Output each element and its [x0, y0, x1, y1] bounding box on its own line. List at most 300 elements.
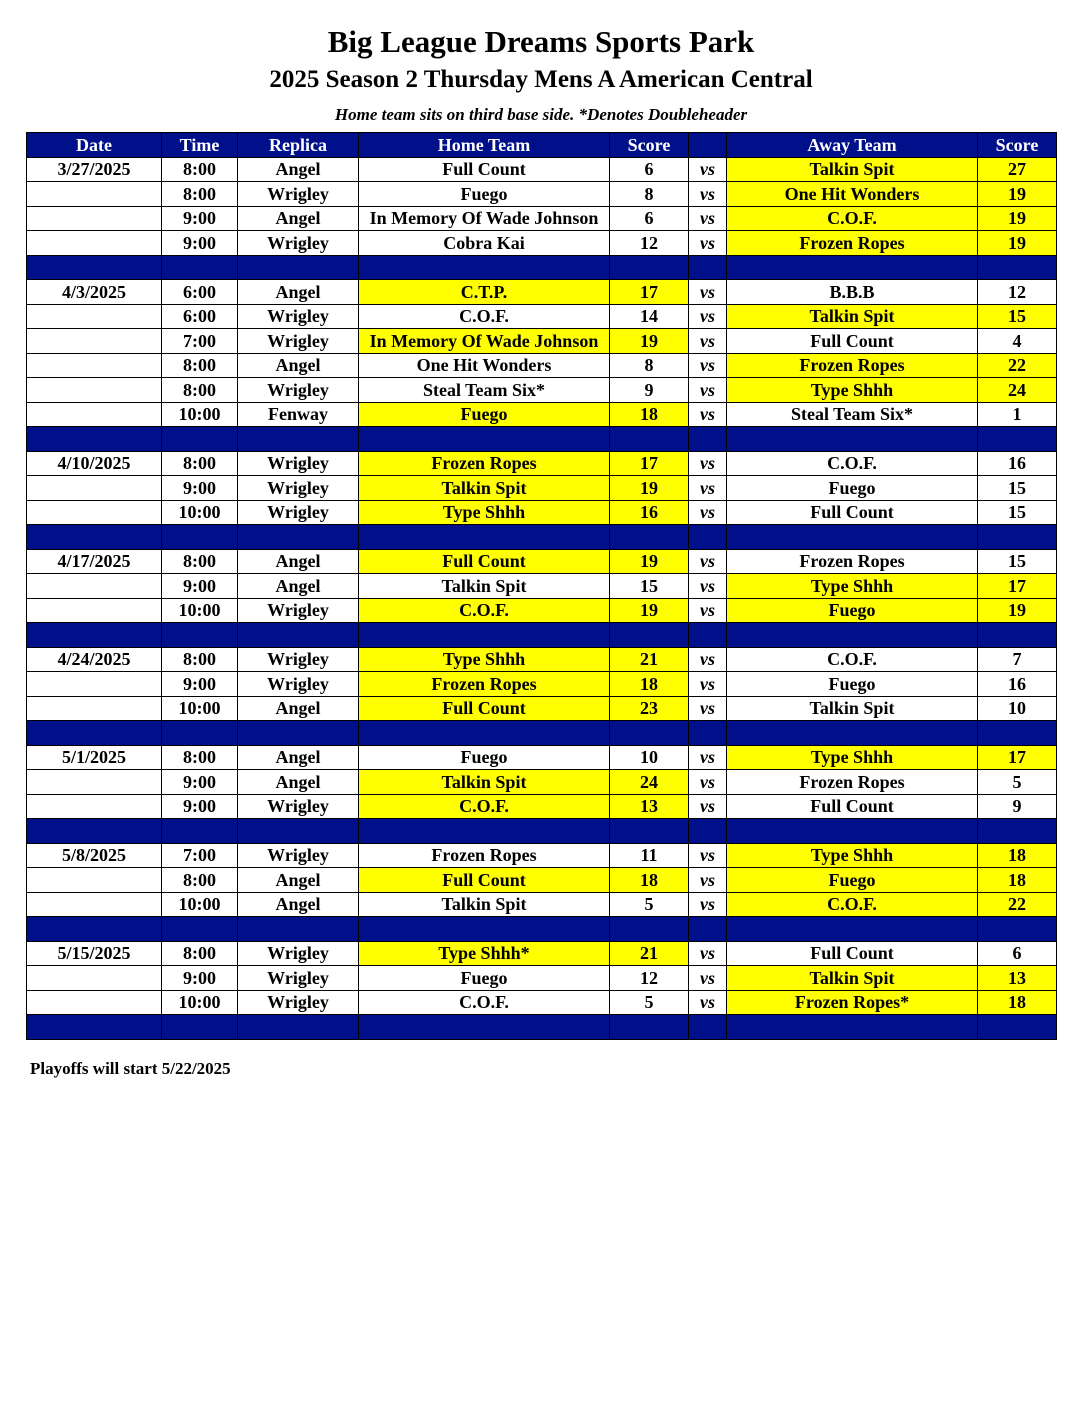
- time-cell: 6:00: [162, 304, 238, 329]
- home-team-cell: Fuego: [359, 182, 610, 207]
- separator-cell: [978, 721, 1057, 746]
- time-cell: 10:00: [162, 696, 238, 721]
- vs-cell: vs: [689, 574, 727, 599]
- separator-cell: [610, 1015, 689, 1040]
- home-score-cell: 19: [610, 549, 689, 574]
- replica-cell: Wrigley: [238, 794, 359, 819]
- away-score-cell: 1: [978, 402, 1057, 427]
- date-cell: [27, 329, 162, 354]
- vs-cell: vs: [689, 696, 727, 721]
- away-score-cell: 22: [978, 892, 1057, 917]
- date-cell: 3/27/2025: [27, 157, 162, 182]
- week-separator-row: [27, 917, 1057, 942]
- table-row: [27, 966, 1057, 991]
- separator-cell: [359, 427, 610, 452]
- home-team-cell: Type Shhh*: [359, 941, 610, 966]
- header-replica: Replica: [238, 133, 359, 158]
- away-team-cell: Fuego: [727, 476, 978, 501]
- home-score-cell: 17: [610, 280, 689, 305]
- time-cell: 8:00: [162, 353, 238, 378]
- home-team-cell: Full Count: [359, 549, 610, 574]
- week-separator-row: [27, 427, 1057, 452]
- away-score-cell: 6: [978, 941, 1057, 966]
- date-cell: [27, 990, 162, 1015]
- header-vs: [689, 133, 727, 158]
- away-score-cell: 16: [978, 451, 1057, 476]
- replica-cell: Wrigley: [238, 966, 359, 991]
- separator-cell: [610, 525, 689, 550]
- vs-cell: vs: [689, 843, 727, 868]
- date-cell: [27, 892, 162, 917]
- vs-cell: vs: [689, 476, 727, 501]
- home-team-cell: Frozen Ropes: [359, 672, 610, 697]
- separator-cell: [359, 623, 610, 648]
- vs-cell: vs: [689, 868, 727, 893]
- separator-cell: [727, 623, 978, 648]
- away-team-cell: Talkin Spit: [727, 304, 978, 329]
- home-team-cell: Fuego: [359, 966, 610, 991]
- date-cell: [27, 402, 162, 427]
- vs-cell: vs: [689, 157, 727, 182]
- separator-cell: [162, 525, 238, 550]
- vs-cell: vs: [689, 647, 727, 672]
- home-team-cell: C.O.F.: [359, 598, 610, 623]
- away-score-cell: 18: [978, 843, 1057, 868]
- away-score-cell: 18: [978, 990, 1057, 1015]
- separator-cell: [27, 525, 162, 550]
- table-row: [27, 990, 1057, 1015]
- table-row: [27, 647, 1057, 672]
- away-score-cell: 17: [978, 745, 1057, 770]
- home-score-cell: 12: [610, 231, 689, 256]
- replica-cell: Angel: [238, 770, 359, 795]
- away-team-cell: Talkin Spit: [727, 966, 978, 991]
- table-row: [27, 696, 1057, 721]
- separator-cell: [978, 917, 1057, 942]
- home-team-cell: Cobra Kai: [359, 231, 610, 256]
- away-score-cell: 16: [978, 672, 1057, 697]
- table-row: [27, 500, 1057, 525]
- away-team-cell: Fuego: [727, 672, 978, 697]
- time-cell: 8:00: [162, 157, 238, 182]
- separator-cell: [727, 1015, 978, 1040]
- time-cell: 8:00: [162, 647, 238, 672]
- separator-cell: [610, 819, 689, 844]
- date-cell: 4/10/2025: [27, 451, 162, 476]
- away-score-cell: 12: [978, 280, 1057, 305]
- home-score-cell: 5: [610, 990, 689, 1015]
- home-score-cell: 18: [610, 402, 689, 427]
- away-team-cell: Frozen Ropes: [727, 353, 978, 378]
- vs-cell: vs: [689, 598, 727, 623]
- separator-cell: [610, 917, 689, 942]
- separator-cell: [238, 1015, 359, 1040]
- home-score-cell: 21: [610, 941, 689, 966]
- replica-cell: Wrigley: [238, 647, 359, 672]
- away-score-cell: 17: [978, 574, 1057, 599]
- separator-cell: [978, 255, 1057, 280]
- time-cell: 8:00: [162, 451, 238, 476]
- replica-cell: Angel: [238, 353, 359, 378]
- home-team-cell: Talkin Spit: [359, 476, 610, 501]
- separator-cell: [689, 623, 727, 648]
- home-score-cell: 23: [610, 696, 689, 721]
- separator-cell: [27, 255, 162, 280]
- separator-cell: [359, 819, 610, 844]
- replica-cell: Angel: [238, 745, 359, 770]
- time-cell: 9:00: [162, 574, 238, 599]
- separator-cell: [978, 525, 1057, 550]
- home-score-cell: 10: [610, 745, 689, 770]
- away-team-cell: Steal Team Six*: [727, 402, 978, 427]
- separator-cell: [162, 623, 238, 648]
- date-cell: 4/17/2025: [27, 549, 162, 574]
- table-row: [27, 672, 1057, 697]
- away-score-cell: 7: [978, 647, 1057, 672]
- table-row: [27, 231, 1057, 256]
- home-score-cell: 15: [610, 574, 689, 599]
- vs-cell: vs: [689, 182, 727, 207]
- replica-cell: Angel: [238, 280, 359, 305]
- home-score-cell: 11: [610, 843, 689, 868]
- separator-cell: [27, 623, 162, 648]
- away-team-cell: Type Shhh: [727, 574, 978, 599]
- time-cell: 10:00: [162, 892, 238, 917]
- home-team-cell: Steal Team Six*: [359, 378, 610, 403]
- vs-cell: vs: [689, 770, 727, 795]
- home-score-cell: 24: [610, 770, 689, 795]
- home-team-cell: Fuego: [359, 745, 610, 770]
- home-team-cell: Full Count: [359, 868, 610, 893]
- separator-cell: [238, 427, 359, 452]
- replica-cell: Angel: [238, 696, 359, 721]
- vs-cell: vs: [689, 206, 727, 231]
- home-team-cell: In Memory Of Wade Johnson: [359, 329, 610, 354]
- home-team-cell: Frozen Ropes: [359, 843, 610, 868]
- away-score-cell: 18: [978, 868, 1057, 893]
- table-row: [27, 329, 1057, 354]
- away-team-cell: Type Shhh: [727, 745, 978, 770]
- time-cell: 8:00: [162, 941, 238, 966]
- away-team-cell: Frozen Ropes: [727, 549, 978, 574]
- table-row: [27, 157, 1057, 182]
- replica-cell: Wrigley: [238, 329, 359, 354]
- home-score-cell: 6: [610, 206, 689, 231]
- home-team-cell: Fuego: [359, 402, 610, 427]
- home-team-cell: Full Count: [359, 157, 610, 182]
- time-cell: 8:00: [162, 378, 238, 403]
- time-cell: 9:00: [162, 206, 238, 231]
- vs-cell: vs: [689, 966, 727, 991]
- separator-cell: [978, 427, 1057, 452]
- separator-cell: [727, 525, 978, 550]
- time-cell: 8:00: [162, 745, 238, 770]
- replica-cell: Wrigley: [238, 182, 359, 207]
- separator-cell: [689, 255, 727, 280]
- replica-cell: Angel: [238, 157, 359, 182]
- away-team-cell: Full Count: [727, 329, 978, 354]
- vs-cell: vs: [689, 353, 727, 378]
- separator-cell: [162, 427, 238, 452]
- replica-cell: Wrigley: [238, 451, 359, 476]
- separator-cell: [689, 721, 727, 746]
- table-row: [27, 794, 1057, 819]
- header-away-score: Score: [978, 133, 1057, 158]
- away-team-cell: B.B.B: [727, 280, 978, 305]
- separator-cell: [238, 819, 359, 844]
- table-row: [27, 843, 1057, 868]
- date-cell: [27, 696, 162, 721]
- schedule-table: [26, 132, 1057, 1040]
- away-score-cell: 24: [978, 378, 1057, 403]
- separator-cell: [27, 721, 162, 746]
- time-cell: 9:00: [162, 794, 238, 819]
- away-score-cell: 9: [978, 794, 1057, 819]
- vs-cell: vs: [689, 794, 727, 819]
- away-team-cell: Frozen Ropes: [727, 231, 978, 256]
- home-team-cell: C.T.P.: [359, 280, 610, 305]
- vs-cell: vs: [689, 329, 727, 354]
- date-cell: [27, 476, 162, 501]
- date-cell: [27, 868, 162, 893]
- home-score-cell: 8: [610, 182, 689, 207]
- separator-cell: [978, 819, 1057, 844]
- vs-cell: vs: [689, 304, 727, 329]
- vs-cell: vs: [689, 672, 727, 697]
- home-score-cell: 19: [610, 329, 689, 354]
- week-separator-row: [27, 623, 1057, 648]
- away-team-cell: C.O.F.: [727, 206, 978, 231]
- table-row: [27, 549, 1057, 574]
- time-cell: 9:00: [162, 476, 238, 501]
- separator-cell: [359, 917, 610, 942]
- page-title: Big League Dreams Sports Park: [327, 24, 755, 59]
- replica-cell: Wrigley: [238, 304, 359, 329]
- week-separator-row: [27, 255, 1057, 280]
- date-cell: [27, 966, 162, 991]
- separator-cell: [27, 917, 162, 942]
- away-team-cell: Type Shhh: [727, 378, 978, 403]
- home-team-cell: Full Count: [359, 696, 610, 721]
- vs-cell: vs: [689, 280, 727, 305]
- date-cell: [27, 574, 162, 599]
- separator-cell: [689, 819, 727, 844]
- home-team-cell: In Memory Of Wade Johnson: [359, 206, 610, 231]
- replica-cell: Wrigley: [238, 378, 359, 403]
- date-cell: [27, 598, 162, 623]
- away-score-cell: 15: [978, 549, 1057, 574]
- separator-cell: [610, 721, 689, 746]
- date-cell: [27, 231, 162, 256]
- table-header-row: [27, 133, 1057, 158]
- away-team-cell: Fuego: [727, 598, 978, 623]
- home-team-cell: C.O.F.: [359, 794, 610, 819]
- table-row: [27, 280, 1057, 305]
- home-team-cell: Frozen Ropes: [359, 451, 610, 476]
- table-row: [27, 304, 1057, 329]
- date-cell: [27, 182, 162, 207]
- table-row: [27, 206, 1057, 231]
- schedule-body: [27, 157, 1057, 1039]
- date-cell: [27, 353, 162, 378]
- separator-cell: [689, 427, 727, 452]
- replica-cell: Wrigley: [238, 598, 359, 623]
- home-team-cell: C.O.F.: [359, 990, 610, 1015]
- replica-cell: Wrigley: [238, 990, 359, 1015]
- away-score-cell: 4: [978, 329, 1057, 354]
- away-score-cell: 15: [978, 476, 1057, 501]
- vs-cell: vs: [689, 231, 727, 256]
- time-cell: 10:00: [162, 598, 238, 623]
- separator-cell: [689, 917, 727, 942]
- time-cell: 10:00: [162, 402, 238, 427]
- doubleheader-note: Home team sits on third base side. *Denotes Doubleheader: [334, 105, 748, 124]
- away-score-cell: 22: [978, 353, 1057, 378]
- date-cell: 4/24/2025: [27, 647, 162, 672]
- separator-cell: [27, 1015, 162, 1040]
- time-cell: 9:00: [162, 770, 238, 795]
- home-score-cell: 18: [610, 672, 689, 697]
- vs-cell: vs: [689, 549, 727, 574]
- table-row: [27, 892, 1057, 917]
- date-cell: 5/15/2025: [27, 941, 162, 966]
- away-team-cell: Type Shhh: [727, 843, 978, 868]
- table-row: [27, 451, 1057, 476]
- away-team-cell: Frozen Ropes*: [727, 990, 978, 1015]
- home-score-cell: 9: [610, 378, 689, 403]
- table-row: [27, 378, 1057, 403]
- home-score-cell: 13: [610, 794, 689, 819]
- away-team-cell: C.O.F.: [727, 647, 978, 672]
- home-team-cell: Talkin Spit: [359, 574, 610, 599]
- separator-cell: [359, 721, 610, 746]
- vs-cell: vs: [689, 892, 727, 917]
- vs-cell: vs: [689, 990, 727, 1015]
- header-time: Time: [162, 133, 238, 158]
- separator-cell: [359, 255, 610, 280]
- separator-cell: [238, 917, 359, 942]
- separator-cell: [978, 1015, 1057, 1040]
- time-cell: 10:00: [162, 990, 238, 1015]
- time-cell: 10:00: [162, 500, 238, 525]
- separator-cell: [27, 819, 162, 844]
- vs-cell: vs: [689, 500, 727, 525]
- separator-cell: [689, 525, 727, 550]
- separator-cell: [727, 721, 978, 746]
- away-team-cell: Frozen Ropes: [727, 770, 978, 795]
- date-cell: 5/8/2025: [27, 843, 162, 868]
- home-score-cell: 5: [610, 892, 689, 917]
- separator-cell: [162, 721, 238, 746]
- away-team-cell: Talkin Spit: [727, 157, 978, 182]
- separator-cell: [727, 819, 978, 844]
- time-cell: 9:00: [162, 966, 238, 991]
- vs-cell: vs: [689, 451, 727, 476]
- table-row: [27, 745, 1057, 770]
- replica-cell: Angel: [238, 892, 359, 917]
- table-row: [27, 402, 1057, 427]
- separator-cell: [162, 917, 238, 942]
- home-team-cell: Type Shhh: [359, 500, 610, 525]
- home-team-cell: C.O.F.: [359, 304, 610, 329]
- home-score-cell: 17: [610, 451, 689, 476]
- home-score-cell: 8: [610, 353, 689, 378]
- header-date: Date: [27, 133, 162, 158]
- separator-cell: [162, 819, 238, 844]
- header-away-team: Away Team: [727, 133, 978, 158]
- time-cell: 9:00: [162, 231, 238, 256]
- away-team-cell: Full Count: [727, 500, 978, 525]
- home-score-cell: 14: [610, 304, 689, 329]
- replica-cell: Wrigley: [238, 843, 359, 868]
- time-cell: 8:00: [162, 182, 238, 207]
- date-cell: [27, 500, 162, 525]
- time-cell: 6:00: [162, 280, 238, 305]
- away-team-cell: C.O.F.: [727, 451, 978, 476]
- separator-cell: [238, 255, 359, 280]
- separator-cell: [359, 1015, 610, 1040]
- away-team-cell: C.O.F.: [727, 892, 978, 917]
- time-cell: 7:00: [162, 329, 238, 354]
- vs-cell: vs: [689, 402, 727, 427]
- home-score-cell: 16: [610, 500, 689, 525]
- playoffs-note: Playoffs will start 5/22/2025: [30, 1059, 231, 1078]
- separator-cell: [359, 525, 610, 550]
- date-cell: [27, 770, 162, 795]
- replica-cell: Wrigley: [238, 476, 359, 501]
- table-row: [27, 770, 1057, 795]
- header-home-score: Score: [610, 133, 689, 158]
- home-team-cell: Talkin Spit: [359, 892, 610, 917]
- time-cell: 8:00: [162, 868, 238, 893]
- home-team-cell: Type Shhh: [359, 647, 610, 672]
- replica-cell: Angel: [238, 574, 359, 599]
- replica-cell: Wrigley: [238, 941, 359, 966]
- time-cell: 7:00: [162, 843, 238, 868]
- separator-cell: [238, 525, 359, 550]
- table-row: [27, 868, 1057, 893]
- separator-cell: [162, 255, 238, 280]
- date-cell: [27, 378, 162, 403]
- week-separator-row: [27, 721, 1057, 746]
- away-score-cell: 19: [978, 206, 1057, 231]
- table-row: [27, 941, 1057, 966]
- away-team-cell: Talkin Spit: [727, 696, 978, 721]
- header-home-team: Home Team: [359, 133, 610, 158]
- separator-cell: [610, 255, 689, 280]
- replica-cell: Wrigley: [238, 672, 359, 697]
- vs-cell: vs: [689, 378, 727, 403]
- away-score-cell: 10: [978, 696, 1057, 721]
- date-cell: [27, 304, 162, 329]
- separator-cell: [238, 721, 359, 746]
- separator-cell: [162, 1015, 238, 1040]
- home-score-cell: 21: [610, 647, 689, 672]
- table-row: [27, 182, 1057, 207]
- home-score-cell: 19: [610, 598, 689, 623]
- vs-cell: vs: [689, 941, 727, 966]
- time-cell: 9:00: [162, 672, 238, 697]
- table-row: [27, 353, 1057, 378]
- date-cell: [27, 206, 162, 231]
- date-cell: [27, 672, 162, 697]
- away-score-cell: 15: [978, 304, 1057, 329]
- week-separator-row: [27, 819, 1057, 844]
- away-score-cell: 13: [978, 966, 1057, 991]
- separator-cell: [610, 427, 689, 452]
- time-cell: 8:00: [162, 549, 238, 574]
- replica-cell: Fenway: [238, 402, 359, 427]
